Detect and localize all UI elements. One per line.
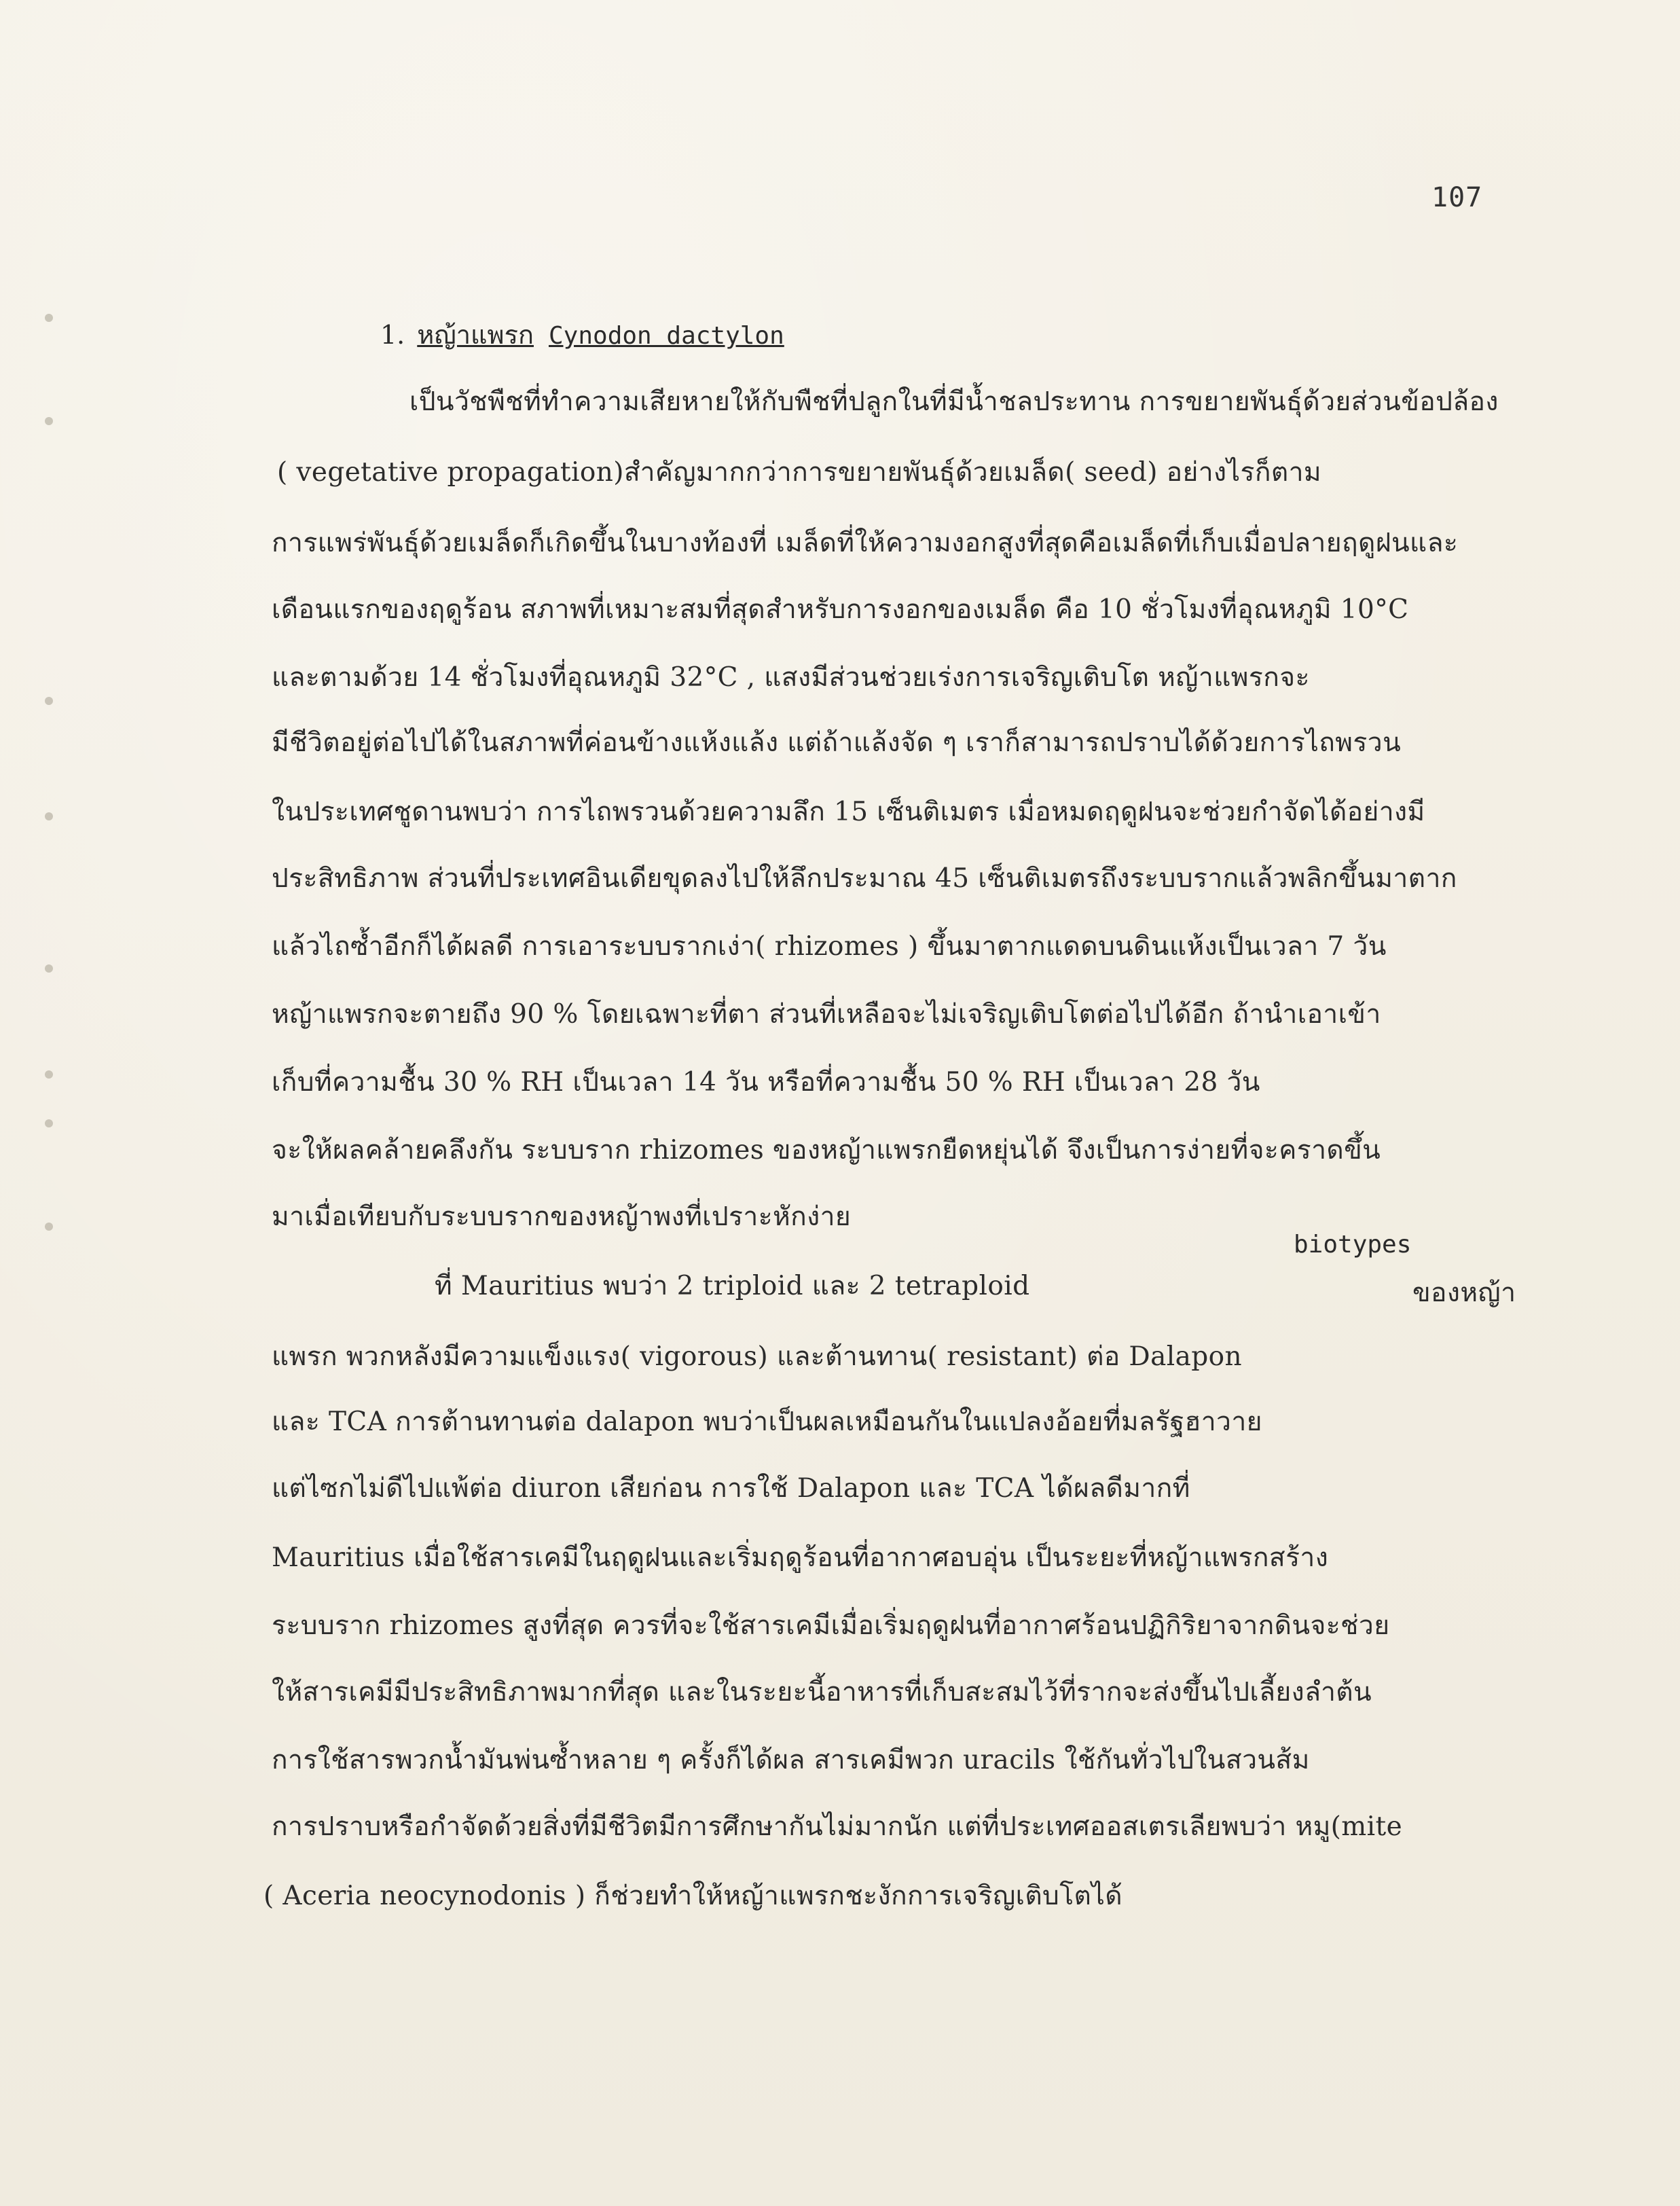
text-line: เดือนแรกของฤดูร้อน สภาพที่เหมาะสมที่สุดสำหรับการงอกของเมล็ด คือ 10 ชั่วโมงที่อุณหภูมิ 10°C	[272, 594, 1409, 625]
binder-hole-6	[45, 1070, 53, 1079]
section-heading	[380, 314, 784, 355]
binder-hole-1	[45, 314, 53, 322]
heading-scientific-name: Cynodon dactylon	[549, 322, 784, 350]
binder-hole-4	[45, 812, 53, 820]
binder-hole-5	[45, 964, 53, 973]
text-line: แต่ไซกไม่ดีไปแพ้ต่อ diuron เสียก่อน การใช้ Dalapon และ TCA ได้ผลดีมากที่	[272, 1473, 1190, 1504]
text-line: ระบบราก rhizomes สูงที่สุด ควรที่จะใช้สารเคมีเมื่อเริ่มฤดูฝนที่อากาศร้อนปฏิกิริยาจากดินจะช่วย	[272, 1610, 1390, 1641]
binder-hole-3	[45, 697, 53, 705]
text-line: จะให้ผลคล้ายคลึงกัน ระบบราก rhizomes ของหญ้าแพรกยืดหยุ่นได้ จึงเป็นการง่ายที่จะคราดขึ้น	[272, 1135, 1381, 1165]
text-line: มีชีวิตอยู่ต่อไปได้ในสภาพที่ค่อนข้างแห้งแล้ง แต่ถ้าแล้งจัด ๆ เราก็สามารถปราบได้ด้วยการไถพรวน	[272, 727, 1402, 758]
text-line: Mauritius เมื่อใช้สารเคมีในฤดูฝนและเริ่มฤดูร้อนที่อากาศอบอุ่น เป็นระยะที่หญ้าแพรกสร้าง	[272, 1542, 1329, 1573]
binder-hole-2	[45, 417, 53, 425]
biotypes-word: biotypes	[1294, 1231, 1412, 1259]
text-line: แล้วไถซ้ำอีกก็ได้ผลดี การเอาระบบรากเง่า( rhizomes ) ขึ้นมาตากแดดบนดินแห้งเป็นเวลา 7 วัน	[272, 931, 1387, 962]
text-line: แพรก พวกหลังมีความแข็งแรง( vigorous) และต้านทาน( resistant) ต่อ Dalapon	[272, 1341, 1243, 1372]
text-line: เก็บที่ความชื้น 30 % RH เป็นเวลา 14 วัน หรือที่ความชื้น 50 % RH เป็นเวลา 28 วัน	[272, 1067, 1260, 1098]
text-line: ที่ Mauritius พบว่า 2 triploid และ 2 tetraploid	[435, 1271, 1030, 1301]
text-line: เป็นวัชพืชที่ทำความเสียหายให้กับพืชที่ปลูกในที่มีน้ำชลประทาน การขยายพันธุ์ด้วยส่วนข้อปล้อง	[409, 386, 1499, 417]
text-line: การปราบหรือกำจัดด้วยสิ่งที่มีชีวิตมีการศึกษากันไม่มากนัก แต่ที่ประเทศออสเตรเลียพบว่า หมู(mite	[272, 1811, 1403, 1842]
text-line: หญ้าแพรกจะตายถึง 90 % โดยเฉพาะที่ตา ส่วนที่เหลือจะไม่เจริญเติบโตต่อไปได้อีก ถ้านำเอาเข้า	[272, 999, 1381, 1030]
text-line: ในประเทศชูดานพบว่า การไถพรวนด้วยความลึก 15 เซ็นติเมตร เมื่อหมดฤดูฝนจะช่วยกำจัดได้อย่างมี	[272, 797, 1425, 827]
binder-hole-7	[45, 1119, 53, 1127]
binder-hole-8	[45, 1223, 53, 1231]
text-line: ให้สารเคมีมีประสิทธิภาพมากที่สุด และในระยะนี้อาหารที่เก็บสะสมไว้ที่รากจะส่งขึ้นไปเลี้ยงลำต้น	[272, 1677, 1372, 1707]
text-line: ประสิทธิภาพ ส่วนที่ประเทศอินเดียขุดลงไปให้ลึกประมาณ 45 เซ็นติเมตรถึงระบบรากแล้วพลิกขึ้นมาตาก	[272, 863, 1457, 894]
heading-number: 1.	[380, 320, 405, 350]
text-line: การแพร่พันธุ์ด้วยเมล็ดก็เกิดขึ้นในบางท้องที่ เมล็ดที่ให้ความงอกสูงที่สุดคือเมล็ดที่เก็บเมื่อปลายฤดูฝนและ	[272, 528, 1459, 558]
text-line: การใช้สารพวกน้ำมันพ่นซ้ำหลาย ๆ ครั้งก็ได้ผล สารเคมีพวก uracils ใช้กันทั่วไปในสวนส้ม	[272, 1745, 1310, 1775]
heading-thai-name: หญ้าแพรก	[417, 320, 534, 350]
text-line: ของหญ้า	[1412, 1278, 1516, 1308]
text-line: และ TCA การต้านทานต่อ dalapon พบว่าเป็นผลเหมือนกันในแปลงอ้อยที่มลรัฐฮาวาย	[272, 1407, 1262, 1437]
biotypes-note	[1294, 1231, 1412, 1271]
page-number: 107	[1431, 182, 1483, 213]
text-line: ( vegetative propagation)สำคัญมากกว่าการขยายพันธุ์ด้วยเมล็ด( seed) อย่างไรก็ตาม	[277, 457, 1322, 488]
text-line: และตามด้วย 14 ชั่วโมงที่อุณหภูมิ 32°C , แสงมีส่วนช่วยเร่งการเจริญเติบโต หญ้าแพรกจะ	[272, 662, 1310, 693]
text-line: ( Aceria neocynodonis ) ก็ช่วยทำให้หญ้าแพรกชะงักการเจริญเติบโตได้	[263, 1881, 1123, 1911]
text-line: มาเมื่อเทียบกับระบบรากของหญ้าพงที่เปราะหักง่าย	[272, 1201, 852, 1232]
